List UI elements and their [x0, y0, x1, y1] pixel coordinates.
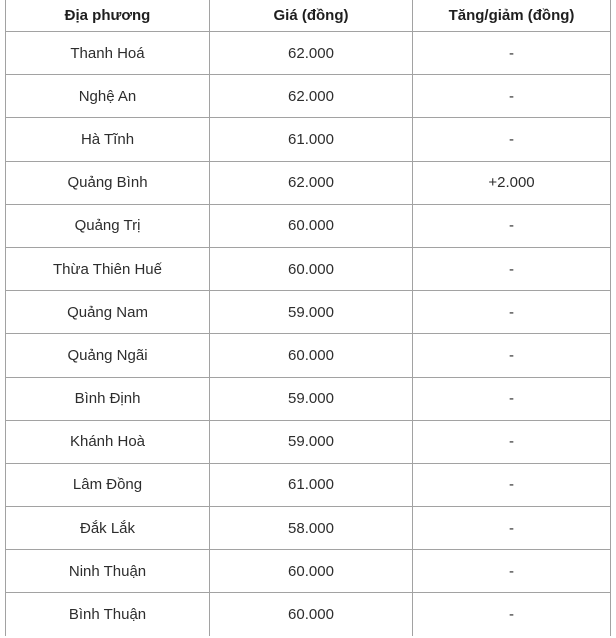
table-row — [6, 550, 611, 593]
price-cell: 59.000 — [210, 377, 413, 420]
table-row — [6, 118, 611, 161]
price-table-body — [6, 32, 611, 636]
price-cell: 60.000 — [210, 593, 413, 636]
table-row — [6, 377, 611, 420]
price-cell: 60.000 — [210, 334, 413, 377]
location-cell: Quảng Nam — [6, 291, 210, 334]
table-row — [6, 247, 611, 290]
change-cell: - — [413, 75, 611, 118]
table-row — [6, 161, 611, 204]
price-cell: 62.000 — [210, 32, 413, 75]
table-row — [6, 291, 611, 334]
table-row — [6, 507, 611, 550]
table-row — [6, 204, 611, 247]
change-cell: - — [413, 420, 611, 463]
location-cell: Bình Thuận — [6, 593, 210, 636]
price-cell: 59.000 — [210, 420, 413, 463]
price-cell: 62.000 — [210, 75, 413, 118]
location-cell: Quảng Bình — [6, 161, 210, 204]
change-cell: +2.000 — [413, 161, 611, 204]
change-cell: - — [413, 334, 611, 377]
column-header-location: Địa phương — [6, 0, 210, 32]
location-cell: Thừa Thiên Huế — [6, 247, 210, 290]
price-cell: 62.000 — [210, 161, 413, 204]
change-cell: - — [413, 204, 611, 247]
column-header-price: Giá (đồng) — [210, 0, 413, 32]
table-row — [6, 75, 611, 118]
price-table-header — [6, 0, 611, 32]
price-table-container — [5, 0, 611, 636]
change-cell: - — [413, 118, 611, 161]
price-cell: 58.000 — [210, 507, 413, 550]
location-cell: Lâm Đồng — [6, 463, 210, 506]
change-cell: - — [413, 550, 611, 593]
table-row — [6, 593, 611, 636]
table-row — [6, 463, 611, 506]
header-row — [6, 0, 611, 32]
price-cell: 60.000 — [210, 247, 413, 290]
change-cell: - — [413, 291, 611, 334]
column-header-change: Tăng/giảm (đồng) — [413, 0, 611, 32]
table-row — [6, 420, 611, 463]
change-cell: - — [413, 247, 611, 290]
location-cell: Ninh Thuận — [6, 550, 210, 593]
location-cell: Khánh Hoà — [6, 420, 210, 463]
price-cell: 60.000 — [210, 204, 413, 247]
change-cell: - — [413, 32, 611, 75]
table-row — [6, 32, 611, 75]
location-cell: Quảng Trị — [6, 204, 210, 247]
change-cell: - — [413, 463, 611, 506]
change-cell: - — [413, 507, 611, 550]
location-cell: Nghệ An — [6, 75, 210, 118]
table-row — [6, 334, 611, 377]
price-cell: 61.000 — [210, 463, 413, 506]
price-cell: 60.000 — [210, 550, 413, 593]
price-cell: 59.000 — [210, 291, 413, 334]
change-cell: - — [413, 593, 611, 636]
location-cell: Thanh Hoá — [6, 32, 210, 75]
location-cell: Hà Tĩnh — [6, 118, 210, 161]
location-cell: Bình Định — [6, 377, 210, 420]
change-cell: - — [413, 377, 611, 420]
price-cell: 61.000 — [210, 118, 413, 161]
location-cell: Quảng Ngãi — [6, 334, 210, 377]
price-table — [5, 0, 611, 636]
location-cell: Đắk Lắk — [6, 507, 210, 550]
